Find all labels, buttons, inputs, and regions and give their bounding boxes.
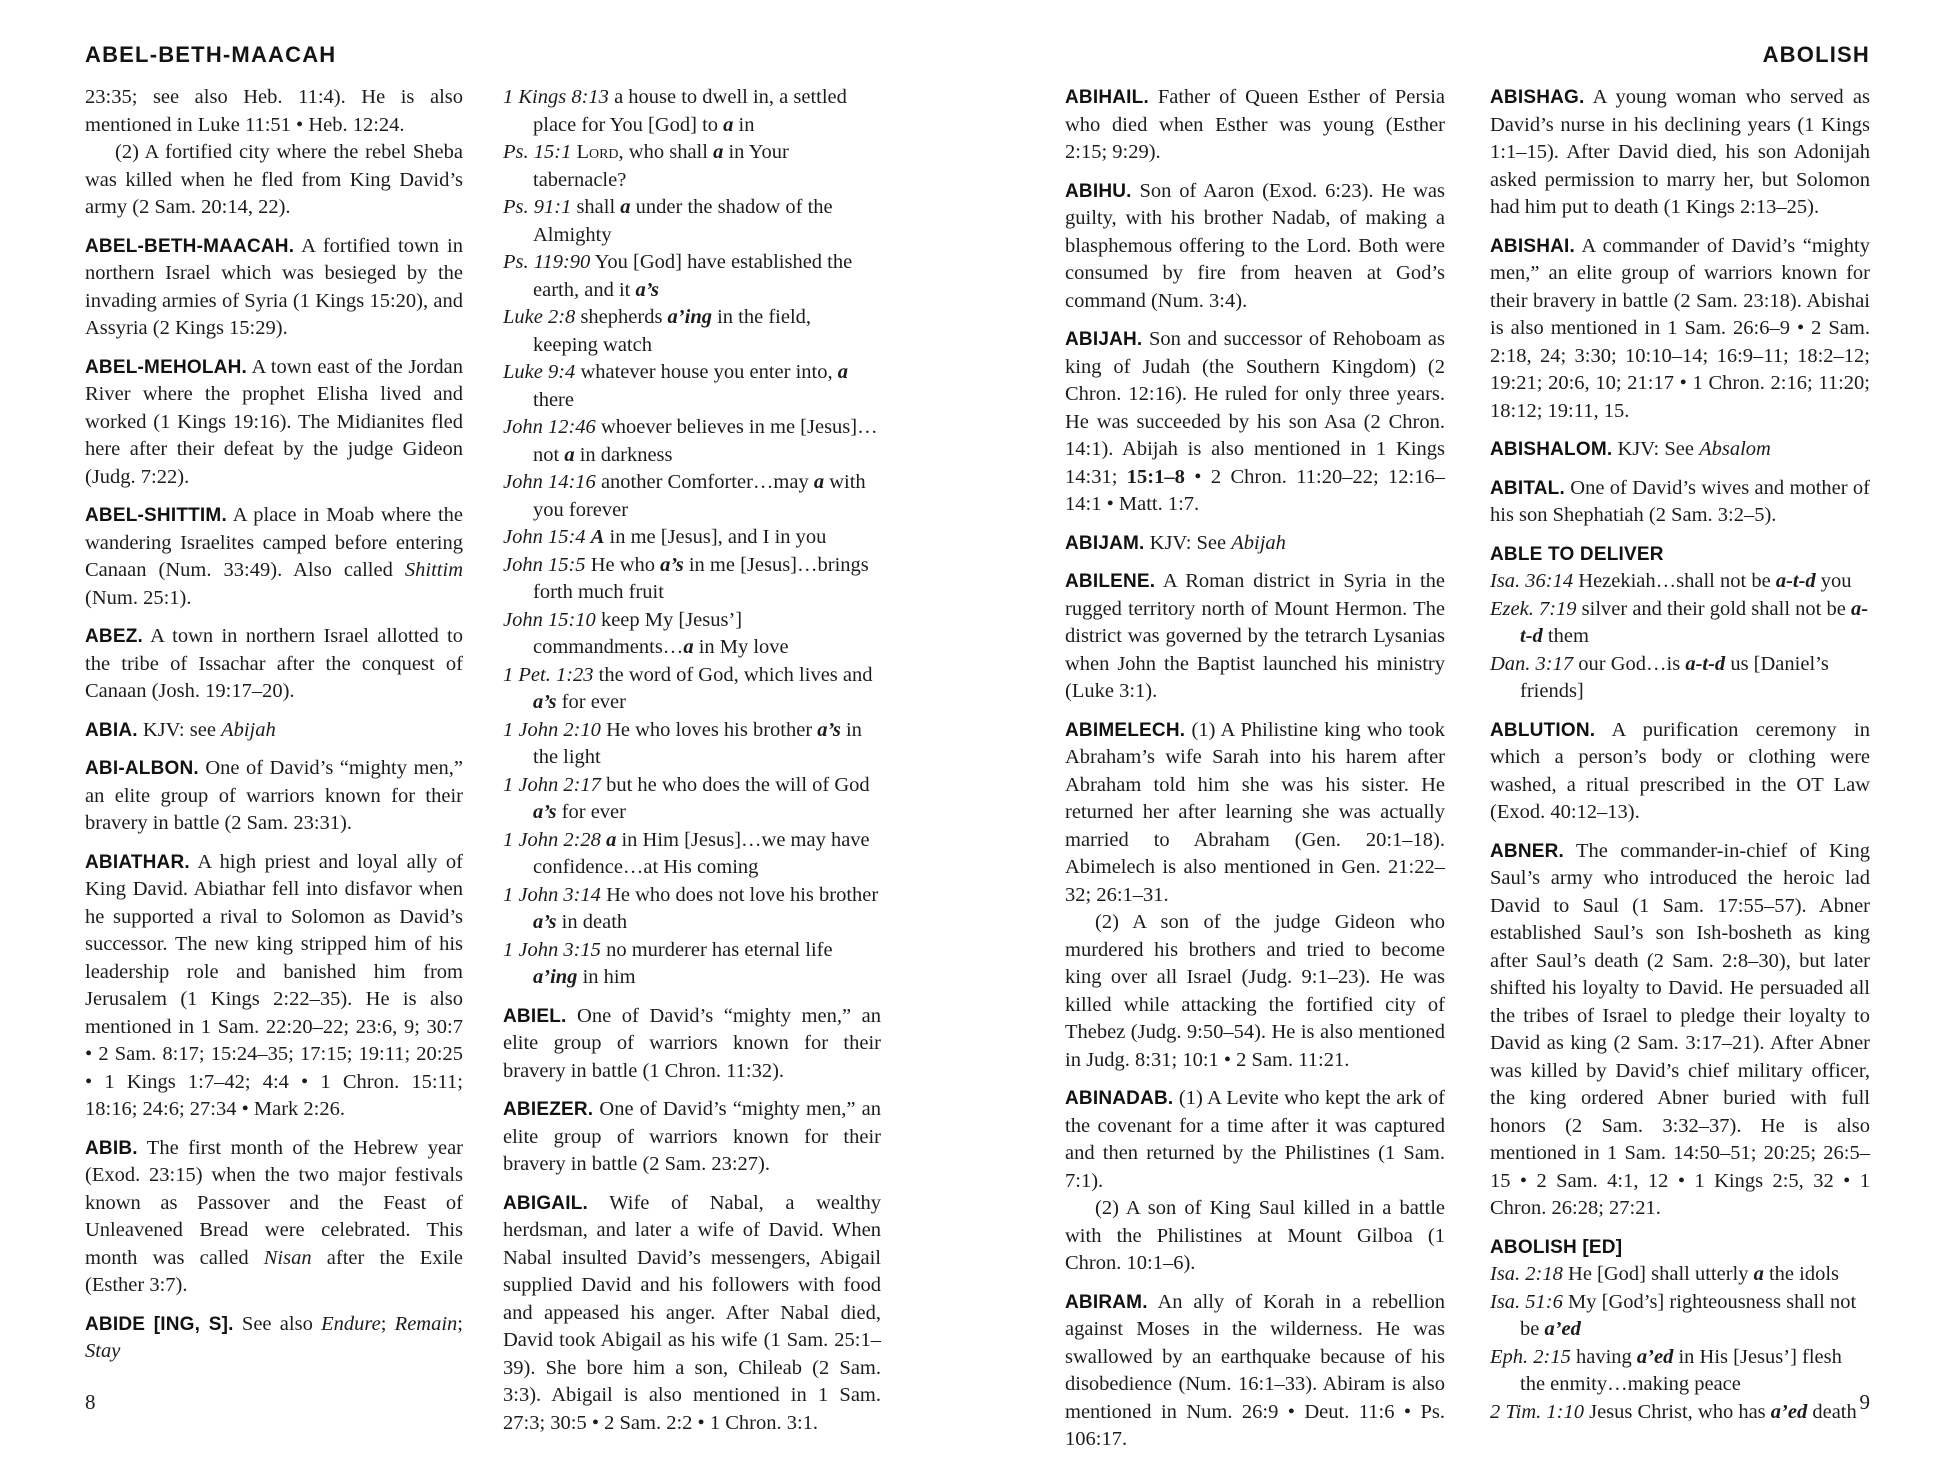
entry-headword: ABISHAG. bbox=[1490, 87, 1585, 108]
entry-abital bbox=[1490, 475, 1870, 530]
text-segment: 1 John 3:14 bbox=[503, 883, 601, 906]
text-segment: A Roman district in Syria in the rugged territory north of Mount Hermon. The district was governed by the tetrarch Lysanias when John the Baptist launched his ministry (Luke 3:1). bbox=[1065, 570, 1445, 702]
entry-headword: ABIEZER. bbox=[503, 1099, 594, 1120]
right-page-column-2 bbox=[1490, 84, 1870, 1426]
entry-headword: ABIMELECH. bbox=[1065, 719, 1186, 741]
scripture-ref-line bbox=[503, 359, 881, 414]
text-segment: a bbox=[620, 196, 631, 218]
entry-abihail bbox=[1065, 84, 1445, 167]
text-segment: Endure bbox=[321, 1312, 381, 1335]
scripture-ref-line bbox=[1490, 1399, 1870, 1427]
entry-continuation bbox=[1065, 1195, 1445, 1278]
text-segment: (2) A son of King Saul killed in a battle with the Philistines at Mount Gilboa (1 Chron. 10:1–6). bbox=[1065, 1197, 1445, 1274]
scripture-ref-line bbox=[503, 827, 881, 882]
text-segment: a’ing bbox=[533, 966, 578, 988]
left-page-column-1 bbox=[85, 84, 463, 1366]
entry-headword: ABIHAIL. bbox=[1065, 87, 1149, 108]
entry-headword: ABI-ALBON. bbox=[85, 758, 199, 779]
text-segment: death bbox=[1807, 1400, 1857, 1423]
page-right bbox=[973, 0, 1946, 1460]
entry-headword: ABNER. bbox=[1490, 840, 1565, 862]
text-segment: but he who does the will of God bbox=[600, 773, 870, 796]
entry-ablution bbox=[1490, 717, 1870, 827]
text-segment: keep My [Jesus’] commandments… bbox=[533, 608, 743, 658]
text-segment: An ally of Korah in a rebellion against Moses in the wilderness. He was swallowed by an earthquake because of his disobedience (Num. 16:1–33). Abiram is also mentioned in Num. 26:9 • Deut. 11:6 • Ps. 106:17. bbox=[1065, 1290, 1445, 1450]
entry-abiram bbox=[1065, 1289, 1445, 1454]
scripture-ref-line bbox=[503, 249, 881, 304]
text-segment: in darkness bbox=[574, 443, 673, 466]
text-segment: Lord bbox=[576, 141, 619, 163]
text-segment: in the light bbox=[533, 718, 862, 768]
text-segment: no murderer has eternal life bbox=[600, 938, 833, 961]
scripture-ref-line bbox=[503, 524, 881, 552]
entry-headword: ABIATHAR. bbox=[85, 851, 190, 873]
text-segment: a-t-d bbox=[1520, 597, 1869, 647]
text-segment: Nisan bbox=[263, 1246, 312, 1269]
entry-abijam bbox=[1065, 530, 1445, 558]
entry-headword: ABIA. bbox=[85, 719, 138, 741]
text-segment: One of David’s “mighty men,” an elite group of warriors known for their bravery in battle (2 Sam. 23:31). bbox=[85, 757, 463, 834]
scripture-ref-line bbox=[503, 552, 881, 607]
scripture-ref-line bbox=[503, 84, 881, 139]
entry-headword: ABLE TO DELIVER bbox=[1490, 543, 1664, 565]
text-segment: 15:1–8 bbox=[1126, 465, 1185, 488]
entry-headword: ABISHAI. bbox=[1490, 235, 1575, 257]
text-segment: in the field, keeping watch bbox=[533, 306, 812, 356]
entry-abner bbox=[1490, 838, 1870, 1223]
entry-headword: ABINADAB. bbox=[1065, 1088, 1174, 1109]
entry-abishalom bbox=[1490, 436, 1870, 464]
text-segment: Father of Queen Esther of Persia who died when Esther was young (Esther 2:15; 9:29). bbox=[1065, 86, 1445, 163]
text-segment: Luke 9:4 bbox=[503, 361, 576, 383]
text-segment: • 2 Chron. 11:20–22; 12:16–14:1 • Matt. 1:7. bbox=[1065, 465, 1445, 515]
text-segment: Ezek. 7:19 bbox=[1490, 597, 1577, 620]
entry-continuation bbox=[85, 84, 463, 139]
entry-abel-shittim bbox=[85, 502, 463, 612]
entry-abia bbox=[85, 717, 463, 745]
page-number-left: 8 bbox=[85, 1390, 96, 1414]
text-segment: 23:35; see also Heb. 11:4). He is also mentioned in Luke 11:51 • Heb. 12:24. bbox=[85, 86, 463, 136]
scripture-ref-line bbox=[503, 194, 881, 249]
text-segment: a-t-d bbox=[1775, 570, 1816, 592]
text-segment: for ever bbox=[556, 801, 626, 823]
text-segment: after the Exile (Esther 3:7). bbox=[85, 1246, 463, 1296]
entry-subhead-abolish-ed bbox=[1490, 1234, 1870, 1262]
entry-headword: ABEL-BETH-MAACAH. bbox=[85, 235, 295, 257]
scripture-ref-line bbox=[503, 469, 881, 524]
text-segment: a’s bbox=[533, 911, 557, 933]
text-segment: whatever house you enter into, bbox=[575, 361, 838, 383]
text-segment: John 14:16 bbox=[503, 471, 596, 493]
text-segment: Shittim bbox=[404, 559, 463, 581]
text-segment: My [God’s] righteousness shall not be bbox=[1520, 1290, 1857, 1340]
text-segment: another Comforter…may bbox=[595, 471, 814, 493]
entry-headword: ABIJAM. bbox=[1065, 532, 1145, 554]
text-segment: , who shall bbox=[618, 141, 714, 163]
text-segment: A young woman who served as David’s nurse in his declining years (1 Kings 1:1–15). After David died, his son Adonijah asked permission to marry her, but Solomon had him put to death (1 Kings 2:13–25). bbox=[1490, 86, 1870, 218]
scripture-ref-line bbox=[503, 662, 881, 717]
text-segment: us [Daniel’s friends] bbox=[1520, 652, 1829, 702]
text-segment: silver and their gold shall not be bbox=[1576, 597, 1851, 620]
text-segment: shepherds bbox=[575, 306, 668, 328]
text-segment: Son and successor of Rehoboam as king of Judah (the Southern Kingdom) (2 Chron. 12:16). He ruled for only three years. He was succeeded by his son Asa (2 Chron. 14:1). Abijah is also mentioned in 1 Kings 14:31; bbox=[1065, 328, 1445, 488]
text-segment: John 15:5 bbox=[503, 553, 586, 576]
scripture-ref-line bbox=[503, 717, 881, 772]
text-segment: (1) A Philistine king who took Abraham’s wife Sarah into his harem after Abraham told him she was his sister. He returned her after learning she was actually married to Abraham (Gen. 20:1–18). Abimelech is also mentioned in Gen. 21:22–32; 26:1–31. bbox=[1065, 718, 1445, 906]
text-segment: in me [Jesus]…brings forth much fruit bbox=[533, 553, 869, 603]
text-segment: Stay bbox=[85, 1340, 121, 1362]
text-segment: Dan. 3:17 bbox=[1490, 652, 1574, 675]
text-segment: a bbox=[564, 443, 575, 466]
entry-headword: ABISHALOM. bbox=[1490, 439, 1613, 460]
scripture-ref-line bbox=[1490, 596, 1870, 651]
entry-headword: ABIGAIL. bbox=[503, 1192, 588, 1214]
text-segment: Absalom bbox=[1699, 438, 1771, 460]
text-segment: in me [Jesus], and I in you bbox=[604, 526, 827, 548]
text-segment: 1 Pet. 1:23 bbox=[503, 663, 594, 686]
text-segment: (Num. 25:1). bbox=[85, 586, 192, 609]
text-segment: John 15:4 bbox=[503, 526, 586, 548]
scripture-ref-line bbox=[503, 607, 881, 662]
text-segment: ; bbox=[457, 1312, 463, 1335]
entry-headword: ABIDE [ING, S]. bbox=[85, 1313, 234, 1335]
text-segment: (1) A Levite who kept the ark of the covenant for a time after it was captured and then returned by the Philistines (1 Sam. 7:1). bbox=[1065, 1087, 1445, 1192]
entry-headword: ABEL-MEHOLAH. bbox=[85, 356, 247, 378]
text-segment: ; bbox=[380, 1312, 395, 1335]
entry-continuation bbox=[85, 139, 463, 222]
text-segment: a’s bbox=[533, 691, 557, 713]
text-segment: a-t-d bbox=[1685, 652, 1726, 675]
text-segment: KJV: See bbox=[1612, 438, 1700, 460]
entry-headword: ABIHU. bbox=[1065, 180, 1132, 202]
text-segment: a’s bbox=[635, 278, 660, 301]
text-segment: 1 John 3:15 bbox=[503, 938, 601, 961]
text-segment: John 15:10 bbox=[503, 608, 596, 631]
text-segment: a’ed bbox=[1544, 1318, 1581, 1340]
entry-abel-beth-maacah bbox=[85, 233, 463, 343]
text-segment: 1 Kings 8:13 bbox=[503, 86, 609, 108]
text-segment: a house to dwell in, a settled place for You [God] to bbox=[533, 86, 847, 136]
entry-abigail bbox=[503, 1190, 881, 1438]
text-segment: a’s bbox=[533, 801, 557, 823]
text-segment: A purification ceremony in which a person’s body or clothing were washed, a ritual prescribed in the OT Law (Exod. 40:12–13). bbox=[1490, 718, 1870, 823]
right-page-column-1 bbox=[1065, 84, 1445, 1454]
text-segment: in bbox=[733, 113, 755, 136]
text-segment: Isa. 36:14 bbox=[1490, 570, 1574, 592]
text-segment: A place in Moab where the wandering Israelites camped before entering Canaan (Num. 33:49). Also called bbox=[85, 504, 463, 581]
entry-headword: ABITAL. bbox=[1490, 477, 1565, 499]
entry-headword: ABILENE. bbox=[1065, 571, 1156, 592]
text-segment: KJV: See bbox=[1144, 531, 1232, 554]
scripture-ref-line bbox=[1490, 1261, 1870, 1289]
entry-abinadab bbox=[1065, 1085, 1445, 1195]
entry-abimelech bbox=[1065, 717, 1445, 910]
text-segment: (2) A fortified city where the rebel Sheba was killed when he fled from King David’s army (2 Sam. 20:14, 22). bbox=[85, 141, 463, 218]
entry-abiezer bbox=[503, 1096, 881, 1179]
entry-abib bbox=[85, 1135, 463, 1300]
text-segment: The commander-in-chief of King Saul’s army who introduced the heroic lad David to Saul (1 Sam. 17:55–57). Abner established Saul’s son Ish-bosheth as king after Saul’s death (2 Sam. 2:8–30), but later shifted his loyalty to David. He persuaded all the tribes of Israel to pledge their loyalty to David as king (2 Sam. 3:17–21). After Abner was killed by David’s chief military officer, the king ordered Abner buried with full honors (2 Sam. 3:32–37). He is also mentioned in 1 Sam. 14:50–51; 20:25; 26:5–15 • 2 Sam. 4:1, 12 • 1 Kings 2:5, 32 • 1 Chron. 26:28; 27:21. bbox=[1490, 839, 1870, 1219]
text-segment: Remain bbox=[394, 1312, 458, 1335]
entry-abishag bbox=[1490, 84, 1870, 222]
text-segment: Ps. 91:1 bbox=[503, 196, 572, 218]
text-segment: the idols bbox=[1763, 1263, 1840, 1285]
scripture-ref-line bbox=[503, 139, 881, 194]
text-segment: A high priest and loyal ally of King David. Abiathar fell into disfavor when he supported a rival to Solomon as David’s successor. The new king stripped him of his leadership role and banished him from Jerusalem (1 Kings 2:22–35). He is also mentioned in 1 Sam. 22:20–22; 23:6, 9; 30:7 • 2 Sam. 8:17; 15:24–35; 17:15; 19:11; 20:25 • 1 Kings 1:7–42; 4:4 • 1 Chron. 15:11; 18:16; 24:6; 27:34 • Mark 2:26. bbox=[85, 850, 463, 1120]
text-segment: 1 John 2:28 bbox=[503, 828, 601, 851]
entry-headword: ABIEL. bbox=[503, 1005, 567, 1027]
text-segment: See also bbox=[233, 1312, 322, 1335]
entry-abel-meholah bbox=[85, 354, 463, 492]
entry-abide-ing-s bbox=[85, 1311, 463, 1366]
text-segment: 2 Tim. 1:10 bbox=[1490, 1400, 1584, 1423]
text-segment: the word of God, which lives and bbox=[593, 663, 873, 686]
text-segment: a bbox=[606, 828, 617, 851]
text-segment: a bbox=[713, 141, 724, 163]
entry-abez bbox=[85, 623, 463, 706]
text-segment: in him bbox=[577, 966, 636, 988]
text-segment: John 12:46 bbox=[503, 416, 596, 438]
entry-headword: ABEL-SHITTIM. bbox=[85, 505, 227, 526]
text-segment: 1 John 2:10 bbox=[503, 718, 601, 741]
text-segment: Ps. 15:1 bbox=[503, 141, 572, 163]
text-segment: in Him [Jesus]…we may have confidence…at His coming bbox=[533, 828, 870, 878]
text-segment: in His [Jesus’] flesh the enmity…making peace bbox=[1520, 1345, 1842, 1395]
scripture-ref-line bbox=[1490, 651, 1870, 706]
entry-abishai bbox=[1490, 233, 1870, 426]
text-segment: for ever bbox=[556, 691, 626, 713]
entry-subhead-able-to-deliver bbox=[1490, 541, 1870, 569]
text-segment: a bbox=[837, 361, 848, 383]
scripture-ref-line bbox=[1490, 568, 1870, 596]
text-segment: Isa. 2:18 bbox=[1490, 1263, 1563, 1285]
text-segment: He who loves his brother bbox=[600, 718, 818, 741]
text-segment: Hezekiah…shall not be bbox=[1573, 570, 1776, 592]
running-head-right: ABOLISH bbox=[1762, 42, 1870, 67]
text-segment: The first month of the Hebrew year (Exod. 23:15) when the two major festivals known as Passover and the Feast of Unleavened Bread were celebrated. This month was called bbox=[85, 1136, 463, 1269]
text-segment: Isa. 51:6 bbox=[1490, 1290, 1563, 1313]
text-segment: Abijah bbox=[1231, 531, 1286, 554]
entry-abilene bbox=[1065, 568, 1445, 706]
running-head-left: ABEL-BETH-MAACAH bbox=[85, 42, 337, 67]
text-segment: A town in northern Israel allotted to the tribe of Issachar after the conquest of Canaan (Josh. 19:17–20). bbox=[85, 625, 463, 702]
text-segment: in death bbox=[556, 911, 628, 933]
text-segment: A commander of David’s “mighty men,” an elite group of warriors known for their bravery in battle (2 Sam. 23:18). Abishai is also mentioned in 1 Sam. 26:6–9 • 2 Sam. 2:18, 24; 3:30; 10:10–14; 16:9–11; 18:2–12; 19:21; 20:6, 10; 21:17 • 1 Chron. 2:16; 11:20; 18:12; 19:11, 15. bbox=[1490, 234, 1870, 422]
page-number-right: 9 bbox=[1859, 1390, 1870, 1414]
text-segment: a bbox=[813, 471, 825, 493]
text-segment: Eph. 2:15 bbox=[1490, 1345, 1571, 1368]
text-segment: with you forever bbox=[533, 471, 866, 521]
text-segment: He who does not love his brother bbox=[600, 883, 879, 906]
entry-continuation bbox=[1065, 909, 1445, 1074]
entry-headword: ABIJAH. bbox=[1065, 329, 1143, 350]
text-segment: our God…is bbox=[1573, 652, 1686, 675]
text-segment: He [God] shall utterly bbox=[1562, 1263, 1754, 1285]
text-segment: Abijah bbox=[221, 718, 276, 741]
text-segment: One of David’s “mighty men,” an elite group of warriors known for their bravery in battle (1 Chron. 11:32). bbox=[503, 1004, 881, 1082]
text-segment: 1 John 2:17 bbox=[503, 773, 601, 796]
text-segment: Ps. 119:90 bbox=[503, 251, 591, 273]
text-segment: them bbox=[1542, 625, 1589, 647]
text-segment: a’ing bbox=[667, 306, 712, 328]
scripture-ref-line bbox=[1490, 1344, 1870, 1399]
text-segment: A bbox=[590, 526, 605, 548]
entry-headword: ABIRAM. bbox=[1065, 1291, 1148, 1313]
entry-abiathar bbox=[85, 849, 463, 1124]
scripture-ref-line bbox=[503, 414, 881, 469]
entry-headword: ABIB. bbox=[85, 1137, 138, 1159]
text-segment: One of David’s wives and mother of his son Shephatiah (2 Sam. 3:2–5). bbox=[1490, 476, 1870, 526]
scripture-ref-line bbox=[503, 772, 881, 827]
text-segment: a’s bbox=[817, 718, 841, 741]
text-segment: there bbox=[533, 388, 574, 411]
entry-headword: ABOLISH [ED] bbox=[1490, 1236, 1623, 1258]
text-segment: He who bbox=[585, 553, 661, 576]
text-segment: a’ed bbox=[1770, 1400, 1808, 1423]
text-segment: You [God] have established the earth, and it bbox=[533, 251, 853, 301]
text-segment: Son of Aaron (Exod. 6:23). He was guilty, with his brother Nadab, of making a blasphemous offering to the Lord. Both were consumed by fire from heaven at God’s command (Num. 3:4). bbox=[1065, 179, 1445, 312]
entry-abi-albon bbox=[85, 755, 463, 838]
text-segment: A fortified town in northern Israel which was besieged by the invading armies of Syria (1 Kings 15:20), and Assyria (2 Kings 15:29). bbox=[85, 234, 463, 339]
text-segment: Luke 2:8 bbox=[503, 306, 576, 328]
scripture-ref-line bbox=[1490, 1289, 1870, 1344]
entry-headword: ABEZ. bbox=[85, 626, 143, 647]
text-segment: a bbox=[723, 113, 734, 136]
text-segment: under the shadow of the Almighty bbox=[533, 196, 833, 246]
entry-abihu bbox=[1065, 178, 1445, 316]
text-segment: Jesus Christ, who has bbox=[1583, 1400, 1771, 1423]
text-segment: KJV: see bbox=[137, 718, 222, 741]
text-segment: you bbox=[1815, 570, 1852, 592]
text-segment: in My love bbox=[693, 636, 789, 658]
left-page-column-2 bbox=[503, 84, 881, 1437]
text-segment: One of David’s “mighty men,” an elite group of warriors known for their bravery in battle (2 Sam. 23:27). bbox=[503, 1098, 881, 1175]
text-segment: having bbox=[1570, 1345, 1637, 1368]
text-segment: A town east of the Jordan River where the prophet Elisha lived and worked (1 Kings 19:16). The Midianites fled here after their defeat by the judge Gideon (Judg. 7:22). bbox=[85, 355, 463, 488]
text-segment: shall bbox=[571, 196, 621, 218]
entry-abijah bbox=[1065, 326, 1445, 519]
text-segment: a bbox=[1753, 1263, 1764, 1285]
scripture-ref-line bbox=[503, 882, 881, 937]
text-segment: Wife of Nabal, a wealthy herdsman, and later a wife of David. When Nabal insulted David’s messengers, Abigail supplied David and his followers with food and appeased his anger. After Nabal died, David took Abigail as his wife (1 Sam. 25:1–39). She bore him a son, Chileab (2 Sam. 3:3). Abigail is also mentioned in 1 Sam. 27:3; 30:5 • 2 Sam. 2:2 • 1 Chron. 3:1. bbox=[503, 1191, 881, 1434]
text-segment: a’s bbox=[660, 553, 684, 576]
text-segment: a’ed bbox=[1636, 1345, 1674, 1368]
text-segment: a bbox=[683, 636, 694, 658]
text-segment: (2) A son of the judge Gideon who murdered his brothers and tried to become king over all Israel (Judg. 9:1–23). He was killed while attacking the fortified city of Thebez (Judg. 9:50–54). He is also mentioned in Judg. 8:31; 10:1 • 2 Sam. 11:21. bbox=[1065, 911, 1445, 1071]
scripture-ref-line bbox=[503, 937, 881, 992]
scripture-ref-line bbox=[503, 304, 881, 359]
text-segment: in Your tabernacle? bbox=[533, 141, 789, 191]
entry-abiel bbox=[503, 1003, 881, 1086]
entry-headword: ABLUTION. bbox=[1490, 719, 1596, 741]
text-segment: whoever believes in me [Jesus]…not bbox=[533, 416, 878, 466]
